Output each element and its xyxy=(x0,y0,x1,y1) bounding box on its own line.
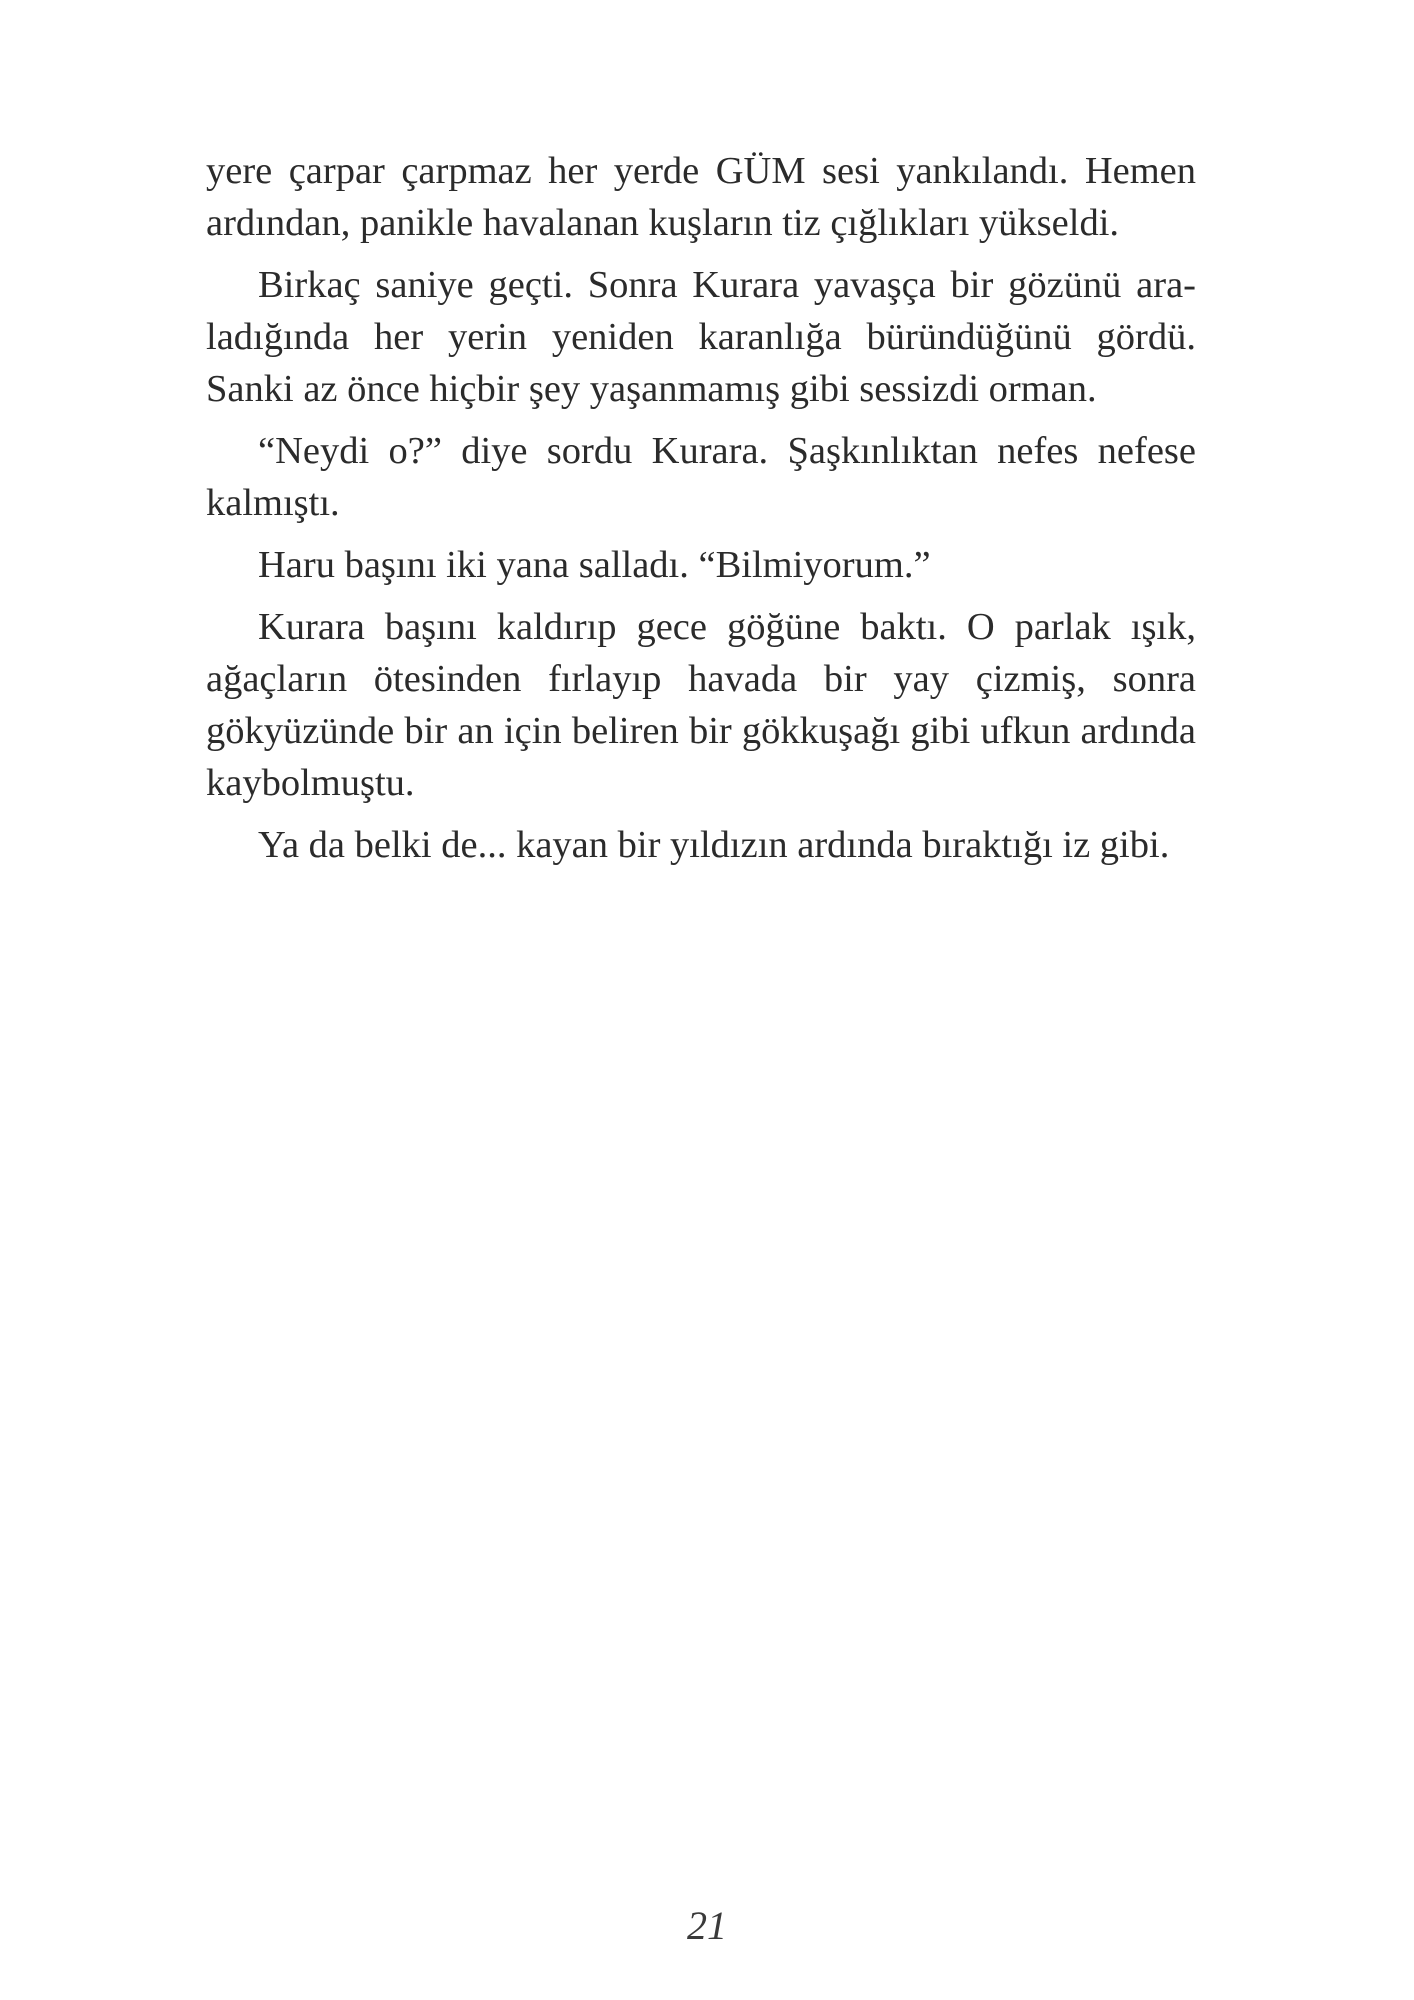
paragraph: yere çarpar çarpmaz her yerde GÜM sesi yankılandı. Hemen ardından, panikle havalanan kuşların tiz çığlıkları yükseldi. xyxy=(206,150,1196,244)
paragraph: Kurara başını kaldırıp gece göğüne baktı. O parlak ışık, ağaçların ötesinden fırlayıp havada bir yay çizmiş, sonra gökyüzünde bir an için beliren bir gökkuşağı gibi ufkun ardında kaybolmuştu. xyxy=(206,606,1196,804)
paragraph: Haru başını iki yana salladı. “Bilmiyorum.” xyxy=(258,544,931,586)
paragraph: “Neydi o?” diye sordu Kurara. Şaşkınlıktan nefes nefese kalmıştı. xyxy=(206,430,1196,524)
page-number: 21 xyxy=(687,1903,727,1948)
paragraph: Birkaç saniye geçti. Sonra Kurara yavaşça bir gözünü araladığında her yerin yeniden karanlığa büründüğünü gördü. Sanki az önce hiçbir şey yaşanmamış gibi sessizdi orman. xyxy=(206,264,1196,410)
body-text xyxy=(206,145,1196,881)
paragraph: Ya da belki de... kayan bir yıldızın ardında bıraktığı iz gibi. xyxy=(258,824,1170,866)
